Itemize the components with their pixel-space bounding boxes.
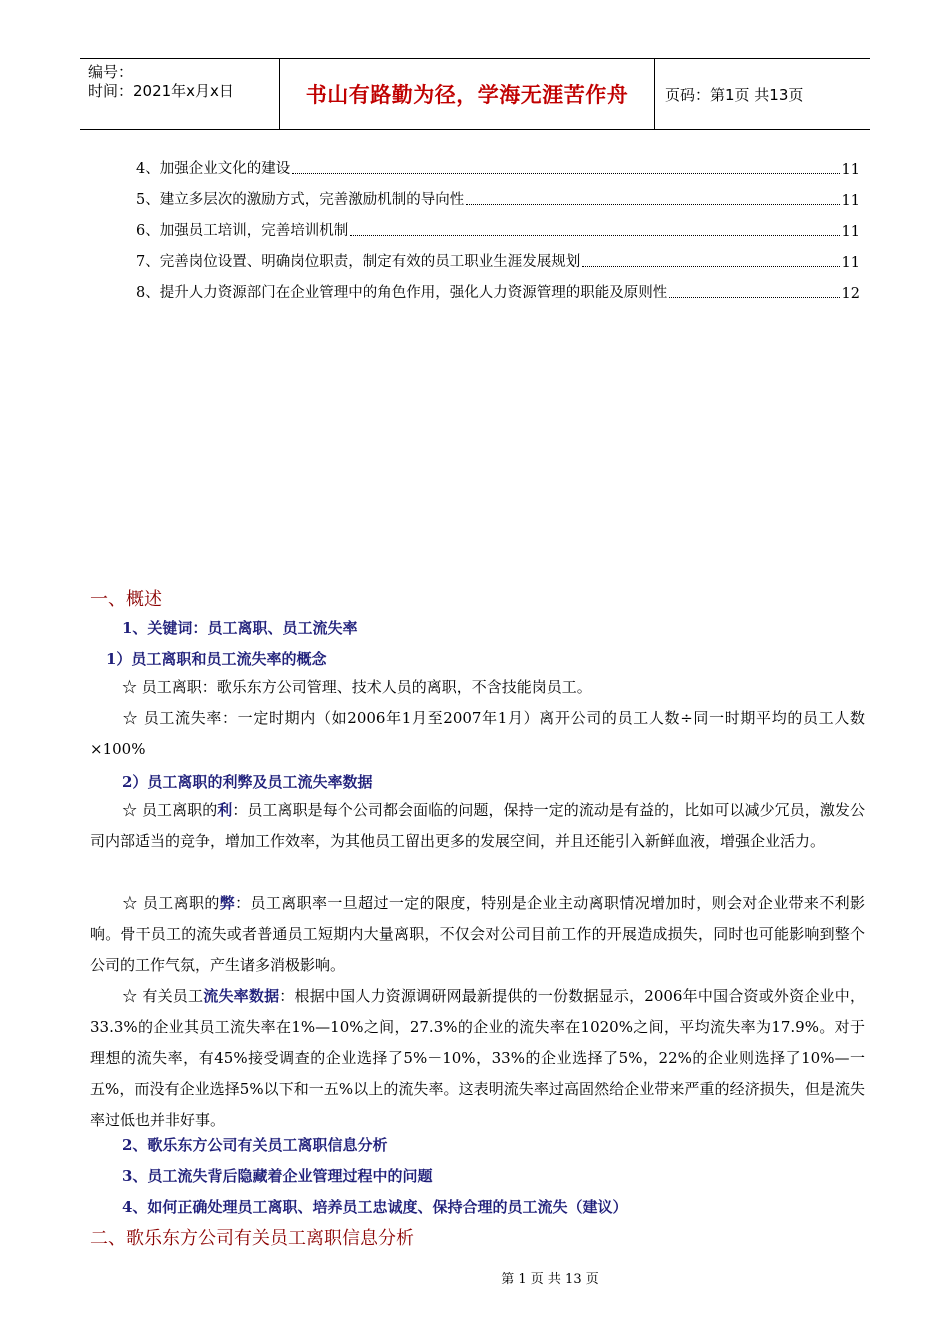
subheading-concepts: 1）员工离职和员工流失率的概念	[106, 650, 327, 668]
paragraph-definition-departure: ☆ 员工离职：歌乐东方公司管理、技术人员的离职，不含技能岗员工。	[122, 678, 592, 696]
toc-entry-text: 8、提升人力资源部门在企业管理中的角色作用，强化人力资源管理的职能及原则性	[136, 285, 668, 301]
toc-entry[interactable]	[136, 189, 860, 209]
paragraph-advantages: ☆ 员工离职的利：员工离职是每个公司都会面临的问题，保持一定的流动是有益的，比如可以减少冗员，激发公司内部适当的竞争，增加工作效率，为其他员工留出更多的发展空间，并且还能引入新鲜血液，增强企业活力。	[90, 801, 865, 850]
header-motto: 书山有路勤为径，学海无涯苦作舟	[280, 59, 655, 129]
date-label: 时间：2021年x月x日	[88, 82, 234, 100]
number-label: 编号：	[88, 63, 134, 81]
paragraph-turnover-data: ☆ 有关员工流失率数据：根据中国人力资源调研网最新提供的一份数据显示，2006年中国合资或外资企业中，33.3%的企业其员工流失率在1%—10%之间，27.3%的企业的流失率在1020%之间，平均流失率为17.9%。对于理想的流失率，有45%接受调查的企业选择了5%－10%，33%的企业选择了5%，22%的企业则选择了10%—一五%，而没有企业选择5%以下和一五%以上的流失率。这表明流失率过高固然给企业带来严重的经济损失，但是流失率过低也并非好事。	[90, 987, 865, 1129]
toc-entry-text: 5、建立多层次的激励方式，完善激励机制的导向性	[136, 192, 465, 208]
footer-page-number: 第 1 页 共 13 页	[501, 1272, 599, 1287]
header-page-label: 页码：第1页 共13页	[665, 85, 804, 104]
toc-entry-page: 11	[841, 162, 860, 178]
toc-entry-text: 6、加强员工培训，完善培训机制	[136, 223, 349, 239]
toc-entry[interactable]	[136, 158, 860, 178]
toc-entry-text: 7、完善岗位设置、明确岗位职责，制定有效的员工职业生涯发展规划	[136, 254, 581, 270]
header-meta	[80, 59, 280, 129]
subheading-analysis: 2、歌乐东方公司有关员工离职信息分析	[122, 1136, 388, 1154]
page-footer	[0, 1268, 950, 1287]
toc-entry[interactable]	[136, 220, 860, 240]
section-heading-analysis: 二、歌乐东方公司有关员工离职信息分析	[90, 1228, 414, 1249]
toc-entry-text: 4、加强企业文化的建设	[136, 161, 291, 177]
keyword-turnover-data: 流失率数据	[203, 987, 280, 1005]
subheading-suggestions: 4、如何正确处理员工离职、培养员工忠诚度、保持合理的员工流失（建议）	[122, 1198, 628, 1216]
keyword-disadvantage: 弊	[219, 894, 236, 912]
subheading-pros-cons: 2）员工离职的利弊及员工流失率数据	[122, 773, 373, 791]
keyword-advantage: 利	[217, 801, 233, 819]
paragraph-definition-turnover: ☆ 员工流失率：一定时期内（如2006年1月至2007年1月）离开公司的员工人数÷同一时期平均的员工人数×100%	[90, 709, 865, 758]
toc-entry-page: 12	[841, 286, 860, 302]
toc-entry[interactable]	[136, 282, 860, 302]
toc-entry-page: 11	[841, 224, 860, 240]
paragraph-disadvantages: ☆ 员工离职的弊：员工离职率一旦超过一定的限度，特别是企业主动离职情况增加时，则会对企业带来不利影响。骨干员工的流失或者普通员工短期内大量离职，不仅会对公司目前工作的开展造成损失，同时也可能影响到整个公司的工作气氛，产生诸多消极影响。	[90, 894, 865, 974]
section-heading-overview: 一、概述	[90, 589, 162, 610]
page-header	[80, 58, 870, 130]
subheading-keywords: 1、关键词：员工离职、员工流失率	[122, 619, 358, 637]
toc-entry-page: 11	[841, 255, 860, 271]
toc-entry-page: 11	[841, 193, 860, 209]
toc-entry[interactable]	[136, 251, 860, 271]
subheading-problems: 3、员工流失背后隐藏着企业管理过程中的问题	[122, 1167, 433, 1185]
